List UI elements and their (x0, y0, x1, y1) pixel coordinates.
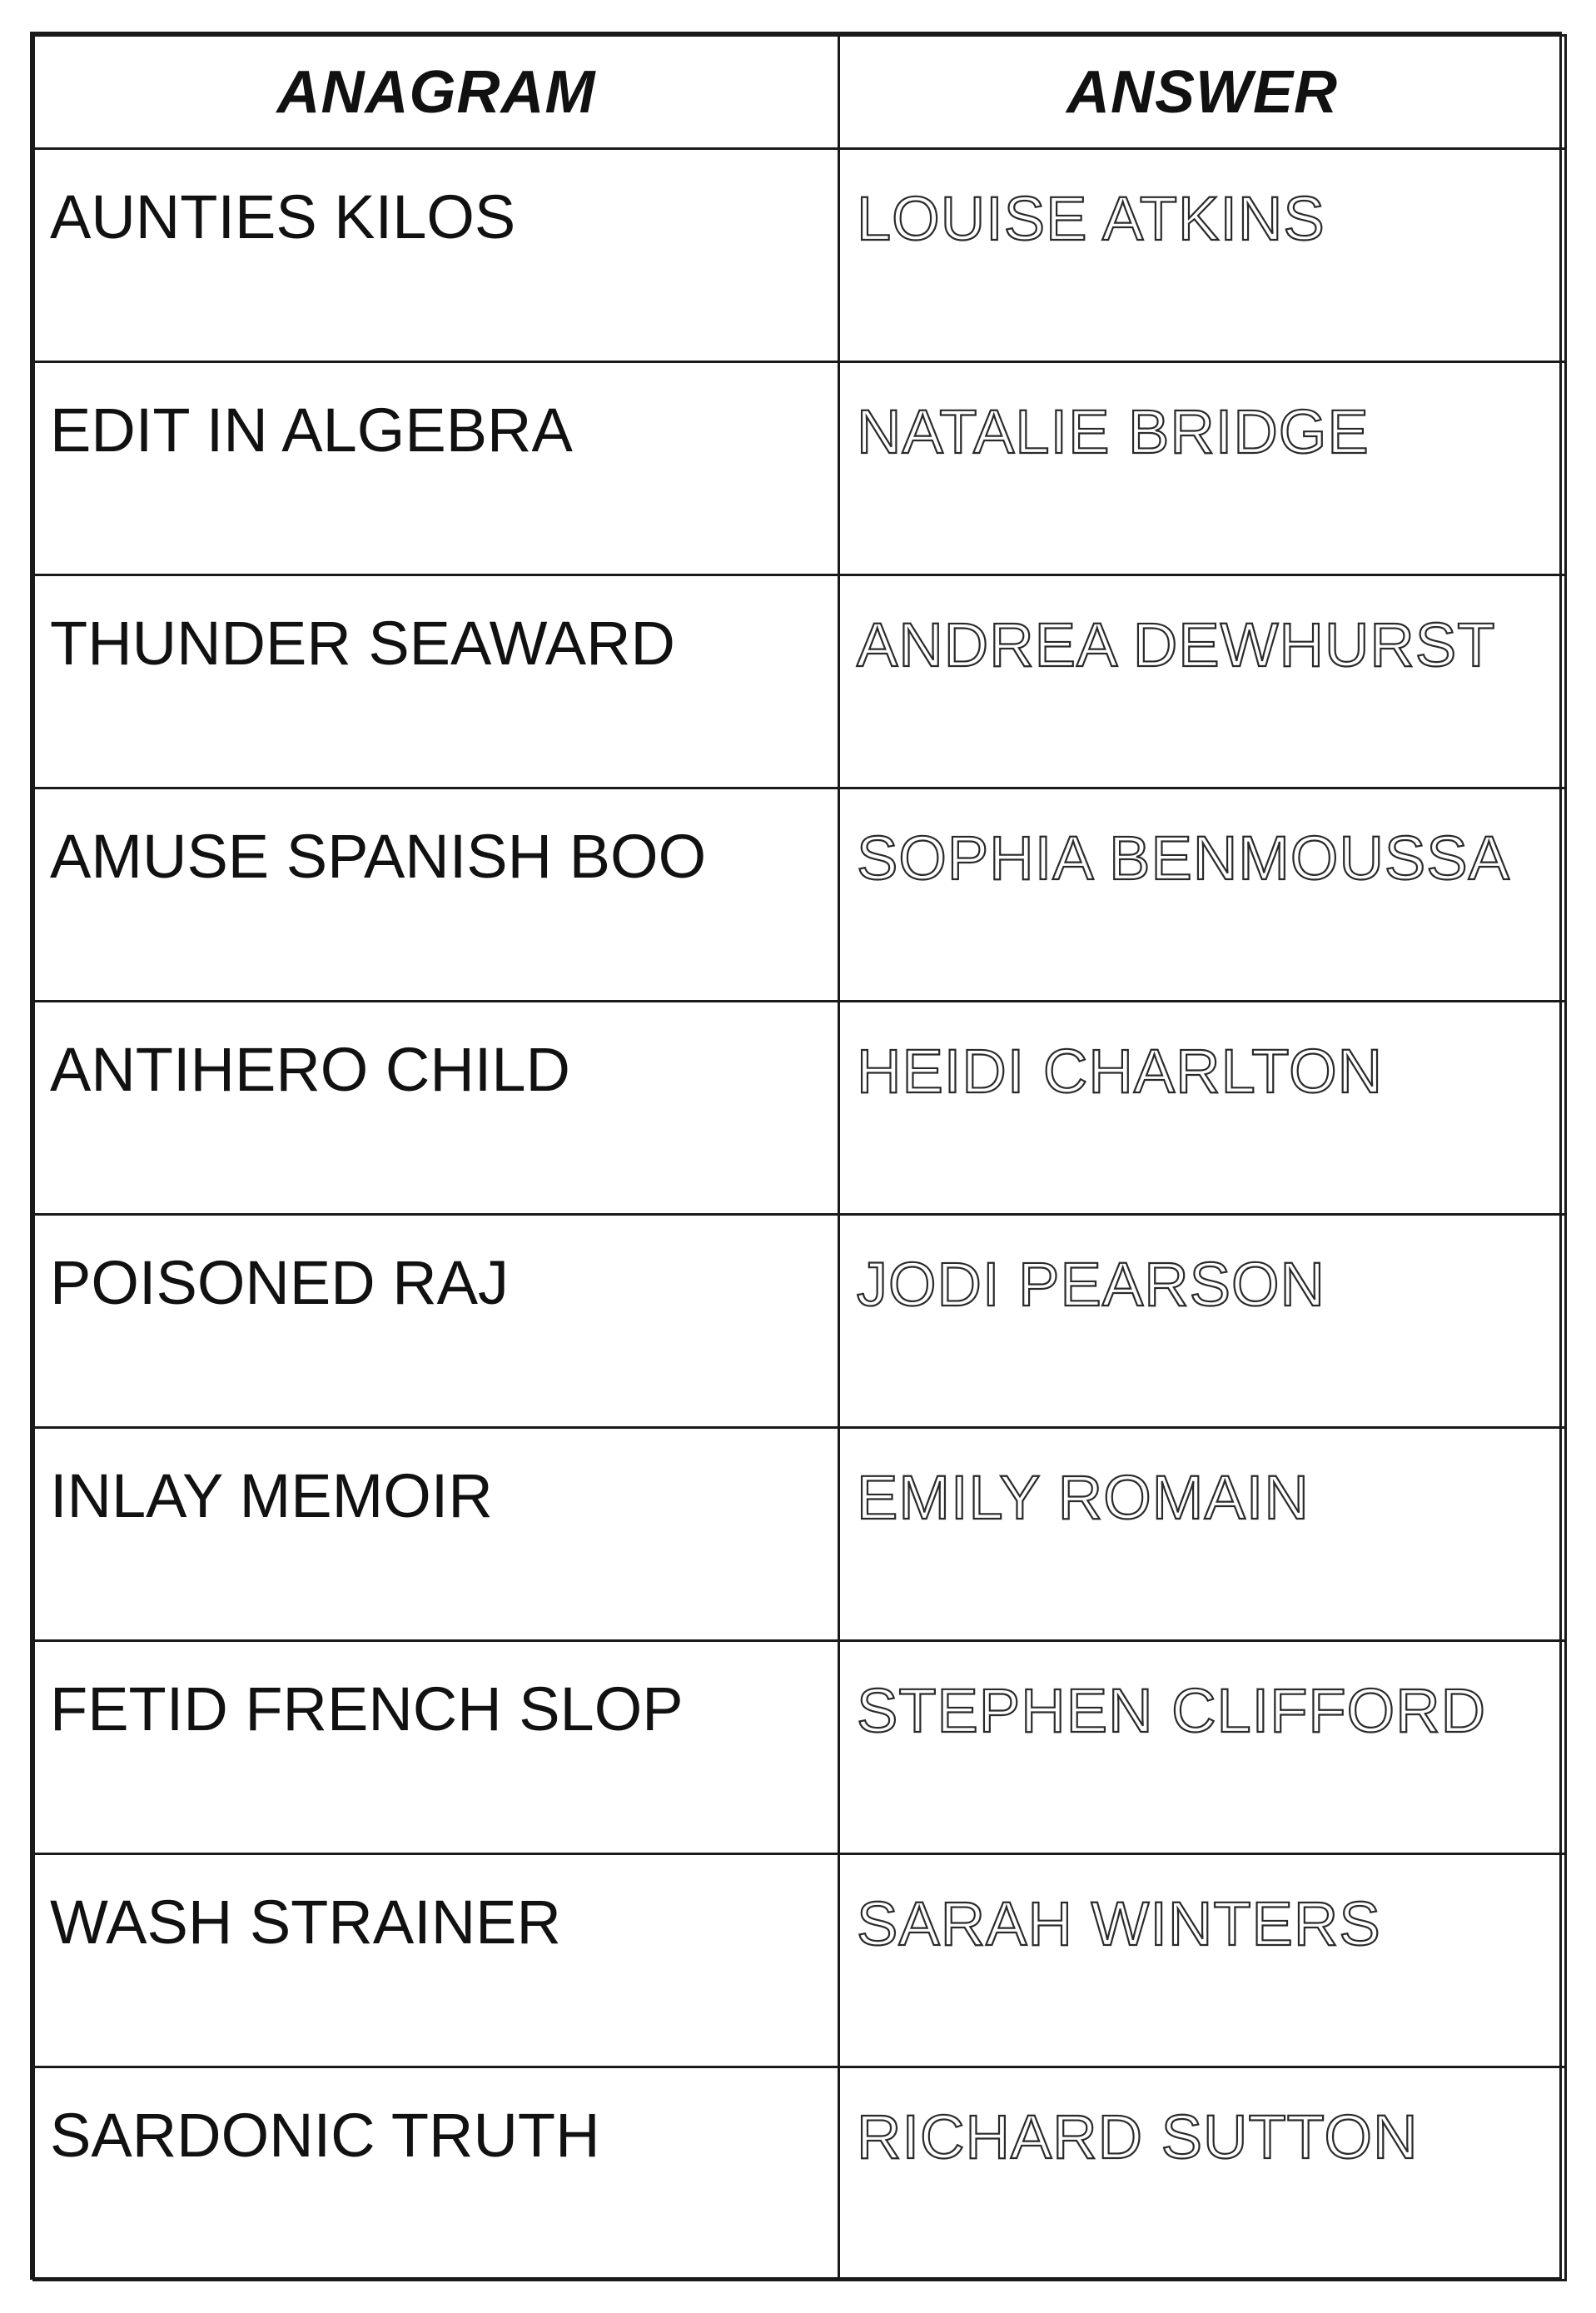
table-row (34, 1428, 1566, 1641)
table-row (34, 1641, 1566, 1854)
anagram-text: SARDONIC TRUTH (50, 2101, 600, 2170)
anagram-text: FETID FRENCH SLOP (50, 1674, 684, 1743)
anagram-text: AUNTIES KILOS (50, 182, 516, 251)
anagram-cell (34, 2067, 839, 2281)
answer-cell (839, 575, 1566, 788)
anagram-text: WASH STRAINER (50, 1888, 561, 1957)
anagram-cell (34, 1428, 839, 1641)
anagram-text: INLAY MEMOIR (50, 1461, 493, 1530)
answer-cell (839, 1641, 1566, 1854)
answer-cell (839, 1215, 1566, 1428)
anagram-cell (34, 1002, 839, 1215)
answer-cell (839, 149, 1566, 362)
table-row (34, 149, 1566, 362)
answer-cell (839, 1002, 1566, 1215)
anagram-text: AMUSE SPANISH BOO (50, 822, 707, 891)
anagram-text: ANTIHERO CHILD (50, 1035, 570, 1104)
answer-cell (839, 1428, 1566, 1641)
answer-text: LOUISE ATKINS (857, 184, 1325, 253)
answer-text: SOPHIA BENMOUSSA (857, 823, 1510, 893)
table-row (34, 1215, 1566, 1428)
table-row (34, 788, 1566, 1002)
answer-text: NATALIE BRIDGE (857, 397, 1370, 466)
anagram-column-header: ANAGRAM (34, 36, 839, 149)
answer-text: HEIDI CHARLTON (857, 1037, 1384, 1106)
header-row (34, 36, 1566, 149)
anagram-text: THUNDER SEAWARD (50, 609, 675, 678)
anagram-cell (34, 1215, 839, 1428)
answer-text: RICHARD SUTTON (857, 2102, 1419, 2171)
answer-text: ANDREA DEWHURST (857, 610, 1496, 679)
anagram-table (32, 34, 1567, 2281)
answer-text: JODI PEARSON (857, 1250, 1325, 1319)
anagram-cell (34, 362, 839, 575)
anagram-cell (34, 1641, 839, 1854)
answer-cell (839, 2067, 1566, 2281)
answer-cell (839, 362, 1566, 575)
anagram-cell (34, 149, 839, 362)
table-row (34, 1854, 1566, 2067)
answer-column-header: ANSWER (839, 36, 1566, 149)
anagram-cell (34, 1854, 839, 2067)
anagram-text: EDIT IN ALGEBRA (50, 395, 573, 465)
answer-text: STEPHEN CLIFFORD (857, 1676, 1487, 1745)
anagram-worksheet (30, 32, 1562, 2280)
anagram-cell (34, 575, 839, 788)
table-row (34, 575, 1566, 788)
anagram-cell (34, 788, 839, 1002)
answer-cell (839, 1854, 1566, 2067)
table-row (34, 2067, 1566, 2281)
table-row (34, 362, 1566, 575)
anagram-text: POISONED RAJ (50, 1248, 509, 1317)
answer-text: SARAH WINTERS (857, 1889, 1381, 1958)
answer-cell (839, 788, 1566, 1002)
table-row (34, 1002, 1566, 1215)
answer-text: EMILY ROMAIN (857, 1463, 1310, 1532)
